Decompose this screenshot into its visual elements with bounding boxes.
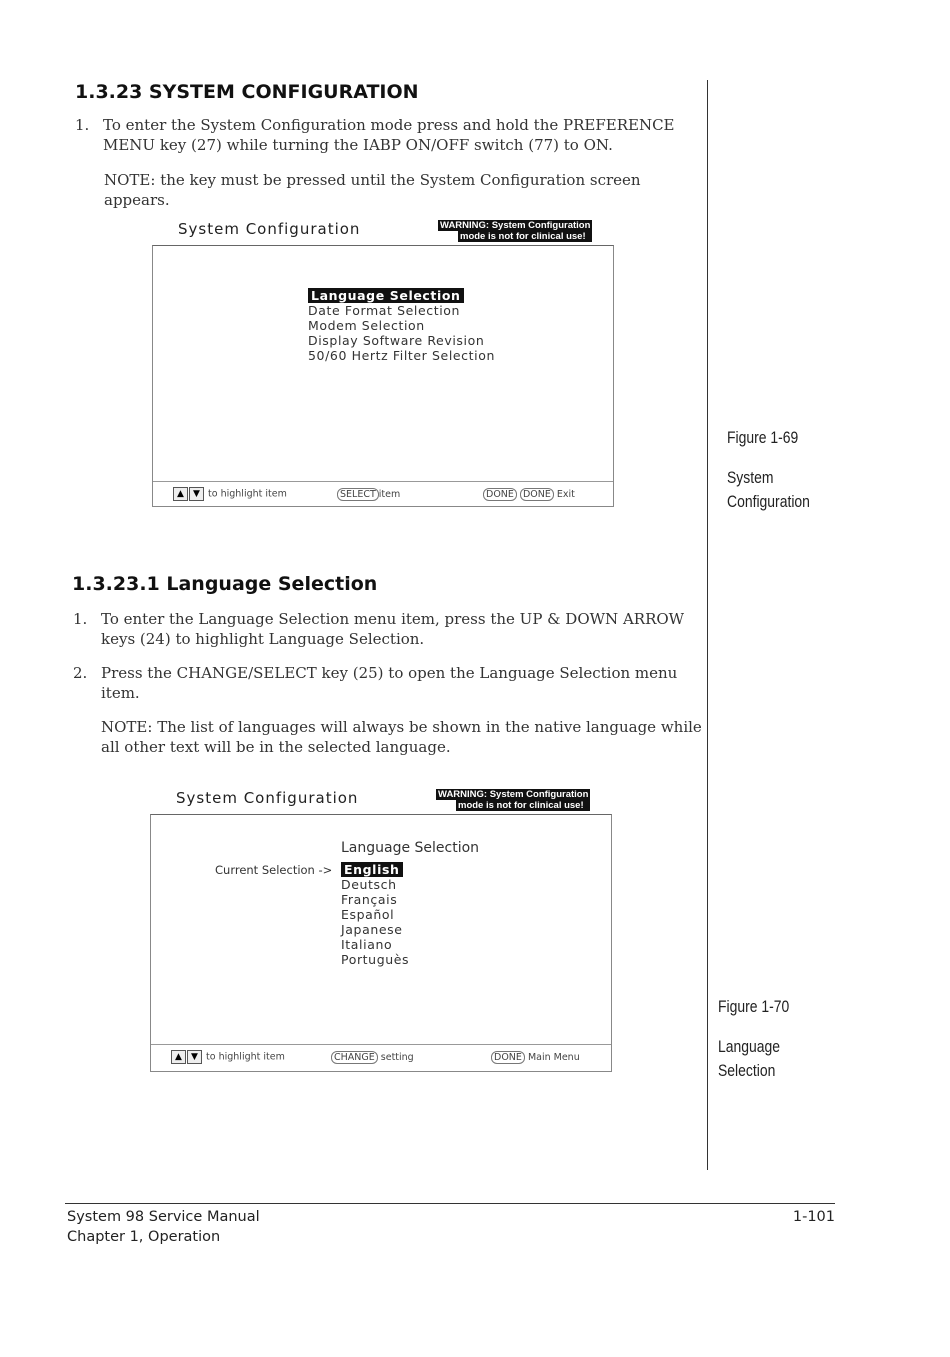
- section-heading-system-configuration: 1.3.23 SYSTEM CONFIGURATION: [75, 81, 419, 103]
- footer-hint-highlight: ▲ ▼ to highlight item: [171, 1050, 285, 1064]
- up-arrow-key-icon: ▲: [173, 487, 188, 501]
- step-number: 1.: [75, 116, 90, 134]
- chapter-title: Chapter 1, Operation: [67, 1229, 221, 1245]
- figure-number: Figure 1-70: [718, 997, 790, 1016]
- down-arrow-key-icon: ▼: [189, 487, 204, 501]
- figure-number: Figure 1-69: [727, 428, 799, 447]
- page-number: 1-101: [792, 1209, 835, 1225]
- footer-hint-highlight: ▲ ▼ to highlight item: [173, 487, 287, 501]
- section2-note: NOTE: The list of languages will always be shown in the native language while all other text will be in the selected language.: [101, 718, 702, 756]
- figure-caption: System Configuration: [727, 468, 810, 511]
- manual-title: System 98 Service Manual: [67, 1209, 260, 1225]
- warning-banner: [438, 220, 592, 242]
- warning-line: WARNING: System Configuration: [438, 789, 589, 800]
- figure-caption: Language Selection: [718, 1037, 781, 1080]
- footer-divider: [153, 481, 613, 482]
- screen-title: System Configuration: [178, 220, 361, 238]
- language-current-english[interactable]: English: [341, 862, 409, 877]
- footer-hint-change: CHANGE setting: [331, 1052, 414, 1063]
- warning-line: WARNING: System Configuration: [440, 220, 591, 231]
- footer-hint-exit: DONE DONE Exit: [483, 489, 575, 500]
- margin-rule: [707, 80, 708, 1170]
- screen-panel: [150, 814, 612, 1072]
- footer-hint-main-menu: DONE Main Menu: [491, 1052, 580, 1063]
- screen-system-configuration: [150, 215, 615, 510]
- language-option[interactable]: Español: [341, 907, 395, 922]
- config-menu: [308, 288, 495, 363]
- done-key: DONE: [483, 488, 517, 501]
- done-key: DONE: [520, 488, 554, 501]
- step-text: To enter the Language Selection menu item, press the UP & DOWN ARROW keys (24) to highlight Language Selection.: [101, 610, 685, 648]
- section2-step1: [73, 609, 705, 651]
- language-list: [341, 862, 409, 967]
- menu-item-hertz-filter[interactable]: 50/60 Hertz Filter Selection: [308, 348, 495, 363]
- step-number: 1.: [73, 610, 88, 628]
- menu-item-date-format[interactable]: Date Format Selection: [308, 303, 461, 318]
- screen-panel: [152, 245, 614, 507]
- screen-language-selection: [148, 785, 613, 1075]
- footer-rule: [65, 1203, 835, 1204]
- menu-item-modem[interactable]: Modem Selection: [308, 318, 425, 333]
- page-footer-left: [67, 1207, 260, 1247]
- done-key: DONE: [491, 1051, 525, 1064]
- language-option[interactable]: Français: [341, 892, 398, 907]
- down-arrow-key-icon: ▼: [187, 1050, 202, 1064]
- language-menu-title: Language Selection: [341, 840, 480, 856]
- language-option[interactable]: Portuguès: [341, 952, 410, 967]
- up-arrow-key-icon: ▲: [171, 1050, 186, 1064]
- section2-step2: [73, 663, 705, 705]
- warning-line: mode is not for clinical use!: [456, 800, 590, 811]
- footer-divider: [151, 1044, 611, 1045]
- menu-item-software-revision[interactable]: Display Software Revision: [308, 333, 485, 348]
- step-text: Press the CHANGE/SELECT key (25) to open the Language Selection menu item.: [101, 664, 678, 702]
- step-number: 2.: [73, 664, 88, 682]
- section1-note: NOTE: the key must be pressed until the System Configuration screen appears.: [104, 171, 641, 209]
- language-option[interactable]: Japanese: [341, 922, 403, 937]
- warning-line: mode is not for clinical use!: [458, 231, 592, 242]
- section-heading-language-selection: 1.3.23.1 Language Selection: [72, 573, 378, 595]
- screen-title: System Configuration: [176, 789, 359, 807]
- section1-step1: [75, 115, 705, 157]
- current-selection-label: Current Selection ->: [215, 863, 333, 877]
- step-text: To enter the System Configuration mode press and hold the PREFERENCE MENU key (27) while turning the IABP ON/OFF switch (77) to ON.: [103, 116, 675, 154]
- language-option[interactable]: Deutsch: [341, 877, 397, 892]
- select-key: SELECT: [337, 488, 379, 501]
- menu-item-language-selection[interactable]: Language Selection: [308, 288, 495, 303]
- change-key: CHANGE: [331, 1051, 378, 1064]
- language-option[interactable]: Italiano: [341, 937, 393, 952]
- footer-hint-select: SELECT item: [337, 489, 400, 500]
- warning-banner: [436, 789, 590, 811]
